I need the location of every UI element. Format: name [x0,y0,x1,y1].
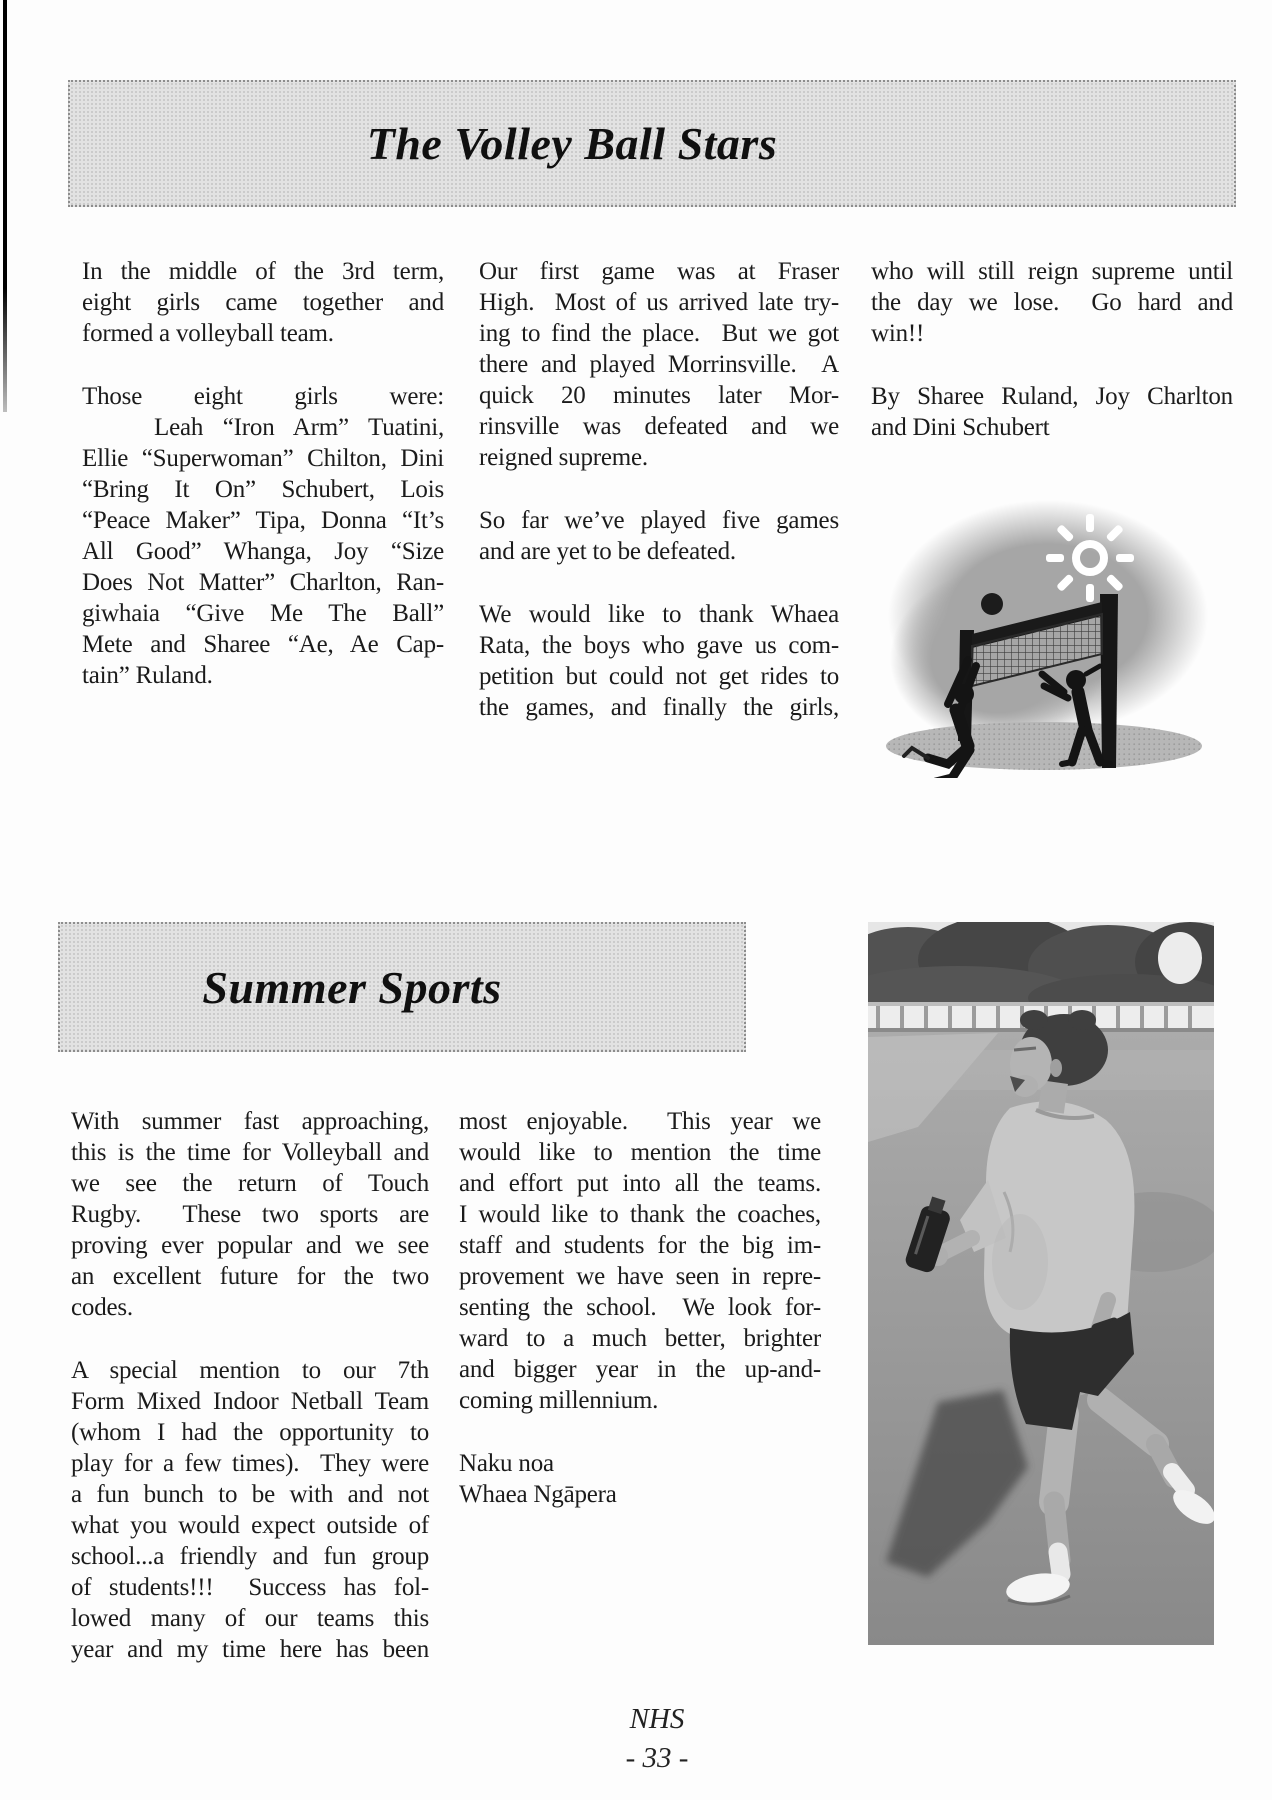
text-line: In the middle of the 3rd term, [82,258,444,285]
text-line: senting the school. We look for- [459,1294,821,1321]
text-line: would like to mention the time [459,1139,821,1166]
volleyball-column-3 [871,256,1233,443]
signature [459,1448,821,1510]
text-line: and effort put into all the teams. [459,1170,821,1197]
paragraph [82,381,444,691]
footer-school-initials: NHS [629,1703,685,1735]
text-line: a fun bunch to be with and not [71,1481,429,1508]
text-line: we see the return of Touch [71,1170,429,1197]
summer-column-1 [71,1106,429,1665]
text-line: I would like to thank the coaches, [459,1201,821,1228]
volleyball-column-1 [82,256,444,691]
text-line: A special mention to our 7th [71,1357,429,1384]
text-line: proving ever popular and we see [71,1232,429,1259]
text-line: of students!!! Success has fol- [71,1574,429,1601]
text-line: ing to find the place. But we got [479,320,839,347]
text-line: Ellie “Superwoman” Chilton, Dini [82,445,444,472]
text-line: tain” Ruland. [82,662,213,689]
paragraph [871,256,1233,349]
volleyball-column-2 [479,256,839,723]
paragraph [479,599,839,723]
text-line: Whaea Ngāpera [459,1481,617,1508]
text-line: “Bring It On” Schubert, Lois [82,476,444,503]
paragraph [479,505,839,567]
page-footer [577,1700,737,1778]
text-line: codes. [71,1294,133,1321]
text-line: Rugby. These two sports are [71,1201,429,1228]
volleyball-clipart [878,498,1210,778]
volleyball-article-title: The Volley Ball Stars [366,118,778,169]
text-line: Does Not Matter” Charlton, Ran- [82,569,444,596]
text-line: All Good” Whanga, Joy “Size [82,538,444,565]
text-line: ward to a much better, brighter [459,1325,821,1352]
paragraph [459,1106,821,1416]
text-line: (whom I had the opportunity to [71,1419,429,1446]
volleyball [981,593,1003,615]
text-line: petition but could not get rides to [479,663,839,690]
text-line: With summer fast approaching, [71,1108,429,1135]
text-line: most enjoyable. This year we [459,1108,821,1135]
text-line: school...a friendly and fun group [71,1543,429,1570]
summer-sports-title: Summer Sports [202,961,502,1013]
text-line: provement we have seen in repre- [459,1263,821,1290]
text-line: Form Mixed Indoor Netball Team [71,1388,429,1415]
text-line: there and played Morrinsville. A [479,351,839,378]
text-line: coming millennium. [459,1387,659,1414]
summer-column-2 [459,1106,821,1510]
text-line: staff and students for the big im- [459,1232,821,1259]
text-line: Naku noa [459,1450,554,1477]
text-line: play for a few times). They were [71,1450,429,1477]
text-line: By Sharee Ruland, Joy Charlton [871,383,1233,410]
byline [871,381,1233,443]
text-line: and bigger year in the up-and- [459,1356,821,1383]
runner-photo [868,922,1214,1645]
text-line: eight girls came together and [82,289,444,316]
text-line: and are yet to be defeated. [479,538,736,565]
text-line: formed a volleyball team. [82,320,334,347]
text-line: Our first game was at Fraser [479,258,839,285]
summer-sports-banner [58,922,746,1052]
text-line: who will still reign supreme until [871,258,1233,285]
text-line: So far we’ve played five games [479,507,839,534]
page-edge-rule [3,0,7,412]
text-line: win!! [871,320,925,347]
text-line: what you would expect outside of [71,1512,429,1539]
text-line: Mete and Sharee “Ae, Ae Cap- [82,631,444,658]
text-line: We would like to thank Whaea [479,601,839,628]
text-line: the games, and finally the girls, [479,694,839,721]
text-line: giwhaia “Give Me The Ball” [82,600,444,627]
text-line: Those eight girls were: [82,383,444,410]
paragraph [71,1106,429,1323]
text-line: High. Most of us arrived late try- [479,289,839,316]
text-line: and Dini Schubert [871,414,1050,441]
text-line: lowed many of our teams this [71,1605,429,1632]
text-line: Leah “Iron Arm” Tuatini, [154,414,444,441]
paragraph [71,1355,429,1665]
text-line: this is the time for Volleyball and [71,1139,429,1166]
volleyball-article-banner [68,80,1236,207]
text-line: quick 20 minutes later Mor- [479,382,839,409]
text-line: reigned supreme. [479,444,648,471]
text-line: year and my time here has been [71,1636,429,1663]
text-line: “Peace Maker” Tipa, Donna “It’s [82,507,444,534]
text-line: rinsville was defeated and we [479,413,839,440]
text-line: an excellent future for the two [71,1263,429,1290]
text-line: the day we lose. Go hard and [871,289,1233,316]
text-line: Rata, the boys who gave us com- [479,632,839,659]
footer-page-number: - 33 - [625,1742,689,1774]
paragraph [479,256,839,473]
paragraph [82,256,444,349]
